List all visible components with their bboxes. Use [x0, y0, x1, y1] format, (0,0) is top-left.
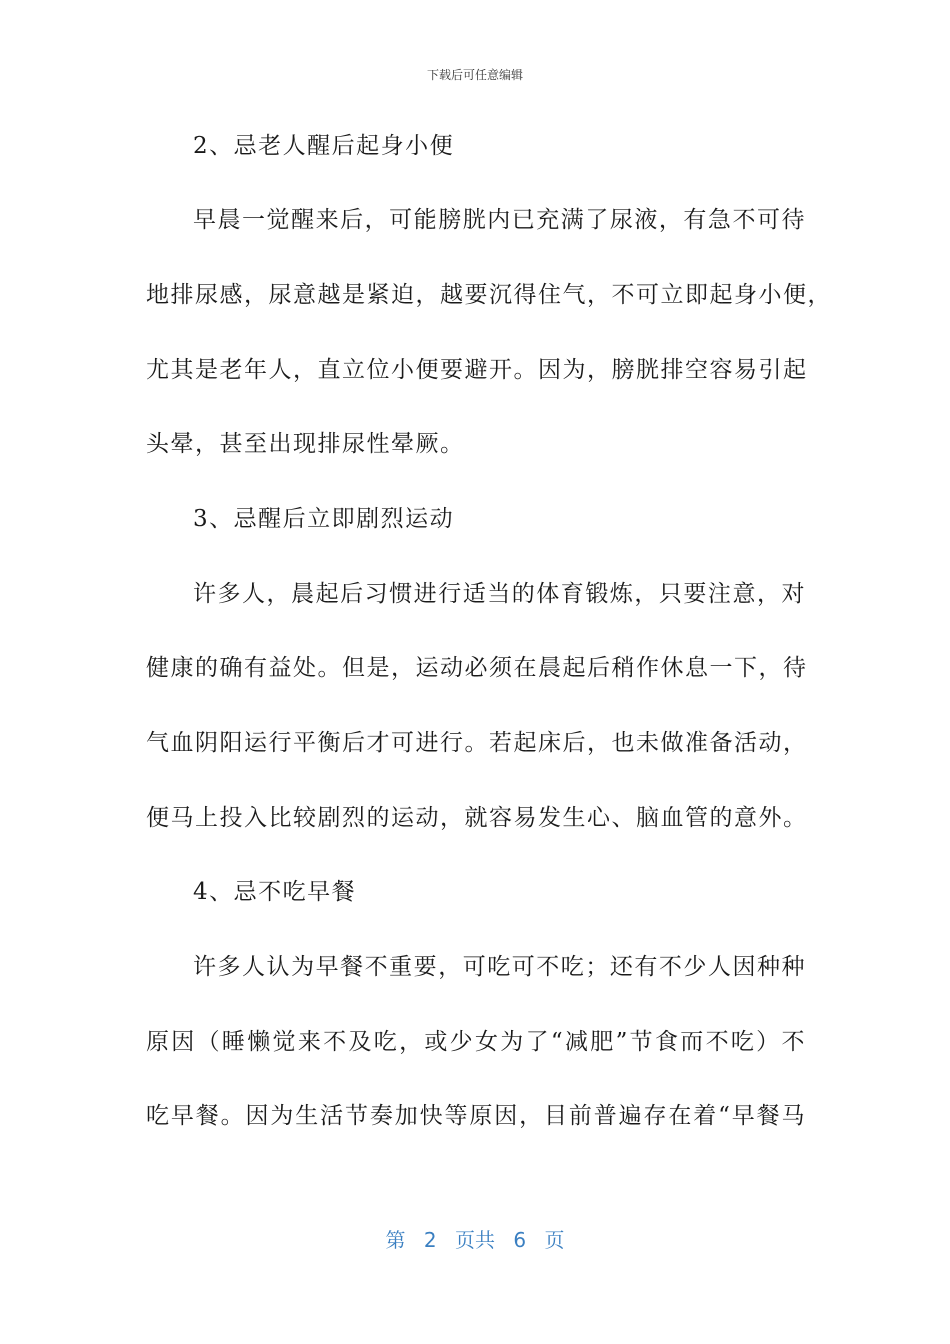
paragraph-line: 原因（睡懒觉来不及吃，或少女为了“减肥”节食而不吃）不 — [146, 1029, 806, 1055]
section-heading-2: 2、忌老人醒后起身小便 — [193, 133, 455, 159]
paragraph-line: 气血阴阳运行平衡后才可进行。若起床后，也未做准备活动， — [146, 730, 808, 756]
footer-middle: 页共 — [455, 1228, 495, 1252]
footer-prefix: 第 — [385, 1228, 406, 1252]
paragraph-line: 便马上投入比较剧烈的运动，就容易发生心、脑血管的意外。 — [146, 805, 808, 831]
footer-current-page: 2 — [423, 1228, 437, 1252]
paragraph-line: 吃早餐。因为生活节奏加快等原因，目前普遍存在着“早餐马 — [146, 1103, 806, 1129]
footer-total-pages: 6 — [513, 1228, 527, 1252]
paragraph-line: 地排尿感，尿意越是紧迫，越要沉得住气，不可立即起身小便， — [146, 282, 832, 308]
paragraph-line: 许多人认为早餐不重要，可吃可不吃；还有不少人因种种 — [193, 954, 806, 980]
paragraph-line: 尤其是老年人，直立位小便要避开。因为，膀胱排空容易引起 — [146, 357, 808, 383]
paragraph-line: 头晕，甚至出现排尿性晕厥。 — [146, 431, 465, 457]
paragraph-line: 健康的确有益处。但是，运动必须在晨起后稍作休息一下，待 — [146, 655, 808, 681]
paragraph-line: 许多人，晨起后习惯进行适当的体育锻炼，只要注意，对 — [193, 581, 806, 607]
page-footer — [0, 1224, 950, 1253]
footer-suffix: 页 — [544, 1228, 565, 1252]
paragraph-line: 早晨一觉醒来后，可能膀胱内已充满了尿液，有急不可待 — [193, 207, 806, 233]
header-note: 下载后可任意编辑 — [426, 68, 523, 82]
section-heading-3: 3、忌醒后立即剧烈运动 — [193, 506, 455, 532]
section-heading-4: 4、忌不吃早餐 — [193, 879, 357, 905]
